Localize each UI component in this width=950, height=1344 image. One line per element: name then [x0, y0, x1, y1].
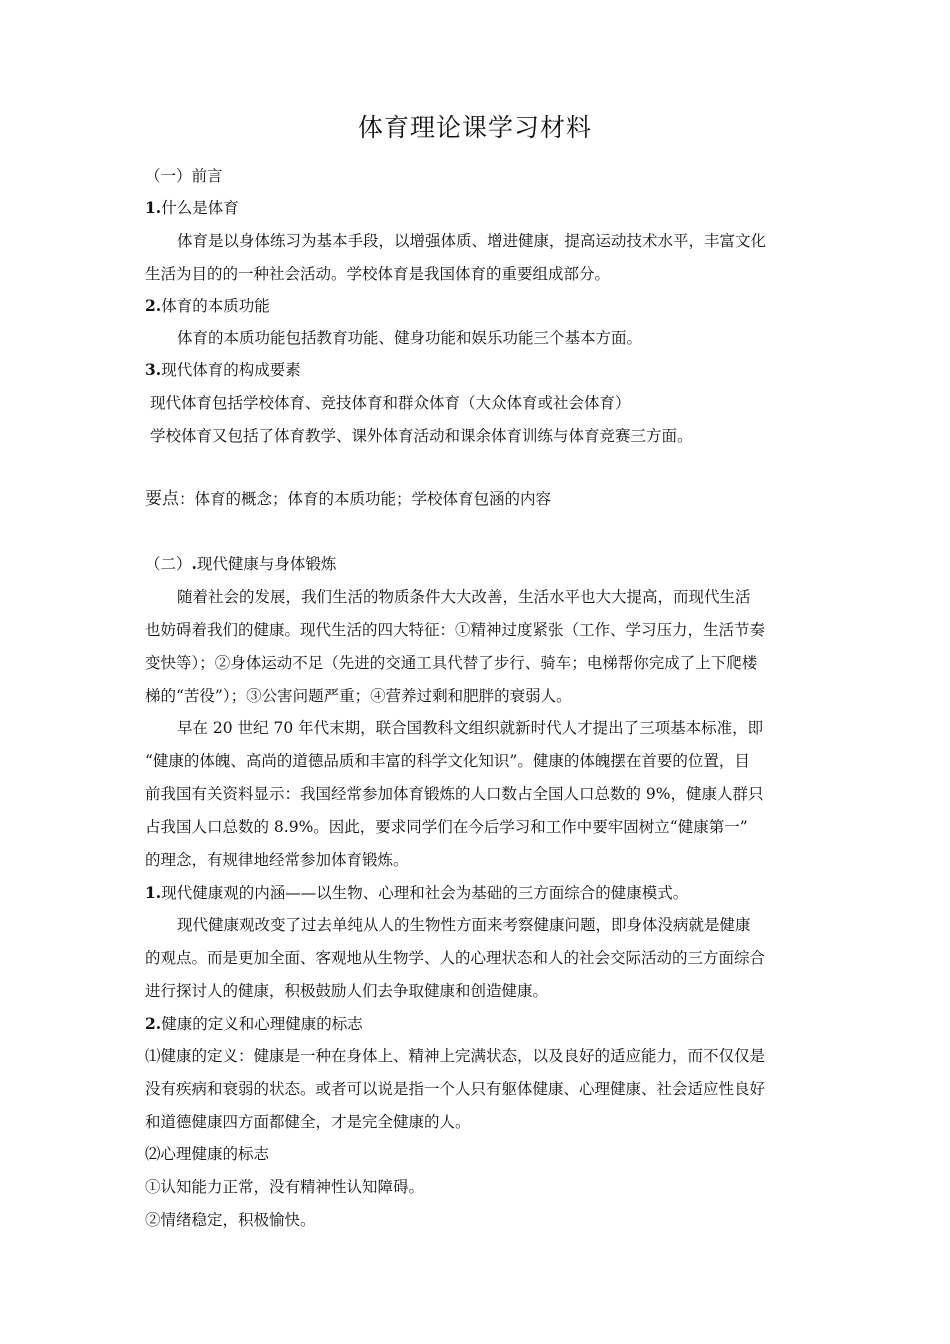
paragraph-line: 占我国人口总数的 8.9%。因此，要求同学们在今后学习和工作中要牢固树立“健康第一” — [145, 818, 748, 836]
paragraph-line: 的观点。而是更加全面、客观地从生物学、人的心理状态和人的社会交际活动的三方面综合 — [145, 949, 766, 967]
paragraph-line: 早在 20 世纪 70 年代末期，联合国教科文组织就新时代人才提出了三项基本标准，即 — [177, 719, 764, 737]
paragraph-line: 现代健康观改变了过去单纯从人的生物性方面来考察健康问题，即身体没病就是健康 — [177, 916, 751, 934]
question-text: 健康的定义和心理健康的标志 — [161, 1015, 363, 1033]
paragraph-line: 和道德健康四方面都健全，才是完全健康的人。 — [145, 1113, 471, 1131]
paragraph-line: 学校体育又包括了体育教学、课外体育活动和课余体育训练与体育竞赛三方面。 — [150, 427, 693, 445]
question-number: 3. — [145, 360, 162, 379]
section-1-heading: （一）前言 — [145, 167, 223, 185]
question-1-heading — [145, 883, 688, 903]
paragraph-line: 没有疾病和衰弱的状态。或者可以说是指一个人只有躯体健康、心理健康、社会适应性良好 — [145, 1080, 766, 1098]
paragraph-line: 前我国有关资料显示：我国经常参加体育锻炼的人口数占全国人口总数的 9%，健康人群只 — [145, 785, 764, 803]
question-2-heading — [145, 296, 270, 316]
list-item: ②情绪稳定，积极愉快。 — [145, 1211, 316, 1229]
paragraph-line: 体育的本质功能包括教育功能、健身功能和娱乐功能三个基本方面。 — [177, 329, 643, 347]
paragraph-line: 梯的“苦役”）；③公害问题严重；④营养过剩和肥胖的衰弱人。 — [145, 687, 572, 705]
paragraph-line: 生活为目的的一种社会活动。学校体育是我国体育的重要组成部分。 — [145, 265, 611, 283]
question-number: 1. — [145, 883, 162, 902]
paragraph-line: 的理念，有规律地经常参加体育锻炼。 — [145, 851, 409, 869]
question-text: 体育的本质功能 — [161, 297, 270, 315]
paragraph-line: 也妨碍着我们的健康。现代生活的四大特征：①精神过度紧张（工作、学习压力，生活节奏 — [145, 621, 766, 639]
question-1-heading — [145, 198, 239, 218]
key-points-text: ：体育的概念；体育的本质功能；学校体育包涵的内容 — [179, 490, 552, 508]
question-number: 1. — [145, 198, 162, 217]
document-title: 体育理论课学习材料 — [357, 113, 592, 142]
paragraph-line: 体育是以身体练习为基本手段，以增强体质、增进健康，提高运动技术水平，丰富文化 — [177, 232, 767, 250]
section-2-title: 现代健康与身体锻炼 — [196, 555, 337, 573]
question-text: 什么是体育 — [161, 199, 239, 217]
section-2-dot: . — [191, 554, 197, 573]
question-2-heading — [145, 1014, 363, 1034]
question-number: 2. — [145, 296, 162, 315]
section-2-number: （二） — [145, 555, 192, 573]
paragraph-line: 随着社会的发展，我们生活的物质条件大大改善，生活水平也大大提高，而现代生活 — [177, 588, 751, 606]
paragraph-line: “健康的体魄、高尚的道德品质和丰富的科学文化知识”。健康的体魄摆在首要的位置，目 — [145, 752, 750, 770]
key-points-label: 要点 — [145, 489, 179, 509]
paragraph-line: 进行探讨人的健康，积极鼓励人们去争取健康和创造健康。 — [145, 982, 549, 1000]
paragraph-line: 变快等）；②身体运动不足（先进的交通工具代替了步行、骑车；电梯帮你完成了上下爬楼 — [145, 654, 758, 672]
section-2-heading — [145, 554, 336, 574]
paragraph-line: 现代体育包括学校体育、竞技体育和群众体育（大众体育或社会体育） — [150, 394, 631, 412]
question-text: 现代健康观的内涵——以生物、心理和社会为基础的三方面综合的健康模式。 — [161, 884, 689, 902]
question-text: 现代体育的构成要素 — [161, 361, 301, 379]
subheading-mental-health: ⑵心理健康的标志 — [145, 1145, 270, 1163]
question-3-heading — [145, 360, 301, 380]
key-points — [145, 489, 551, 509]
paragraph-line: ⑴健康的定义：健康是一种在身体上、精神上完满状态，以及良好的适应能力，而不仅仅是 — [145, 1047, 766, 1065]
list-item: ①认知能力正常，没有精神性认知障碍。 — [145, 1178, 425, 1196]
question-number: 2. — [145, 1014, 162, 1033]
